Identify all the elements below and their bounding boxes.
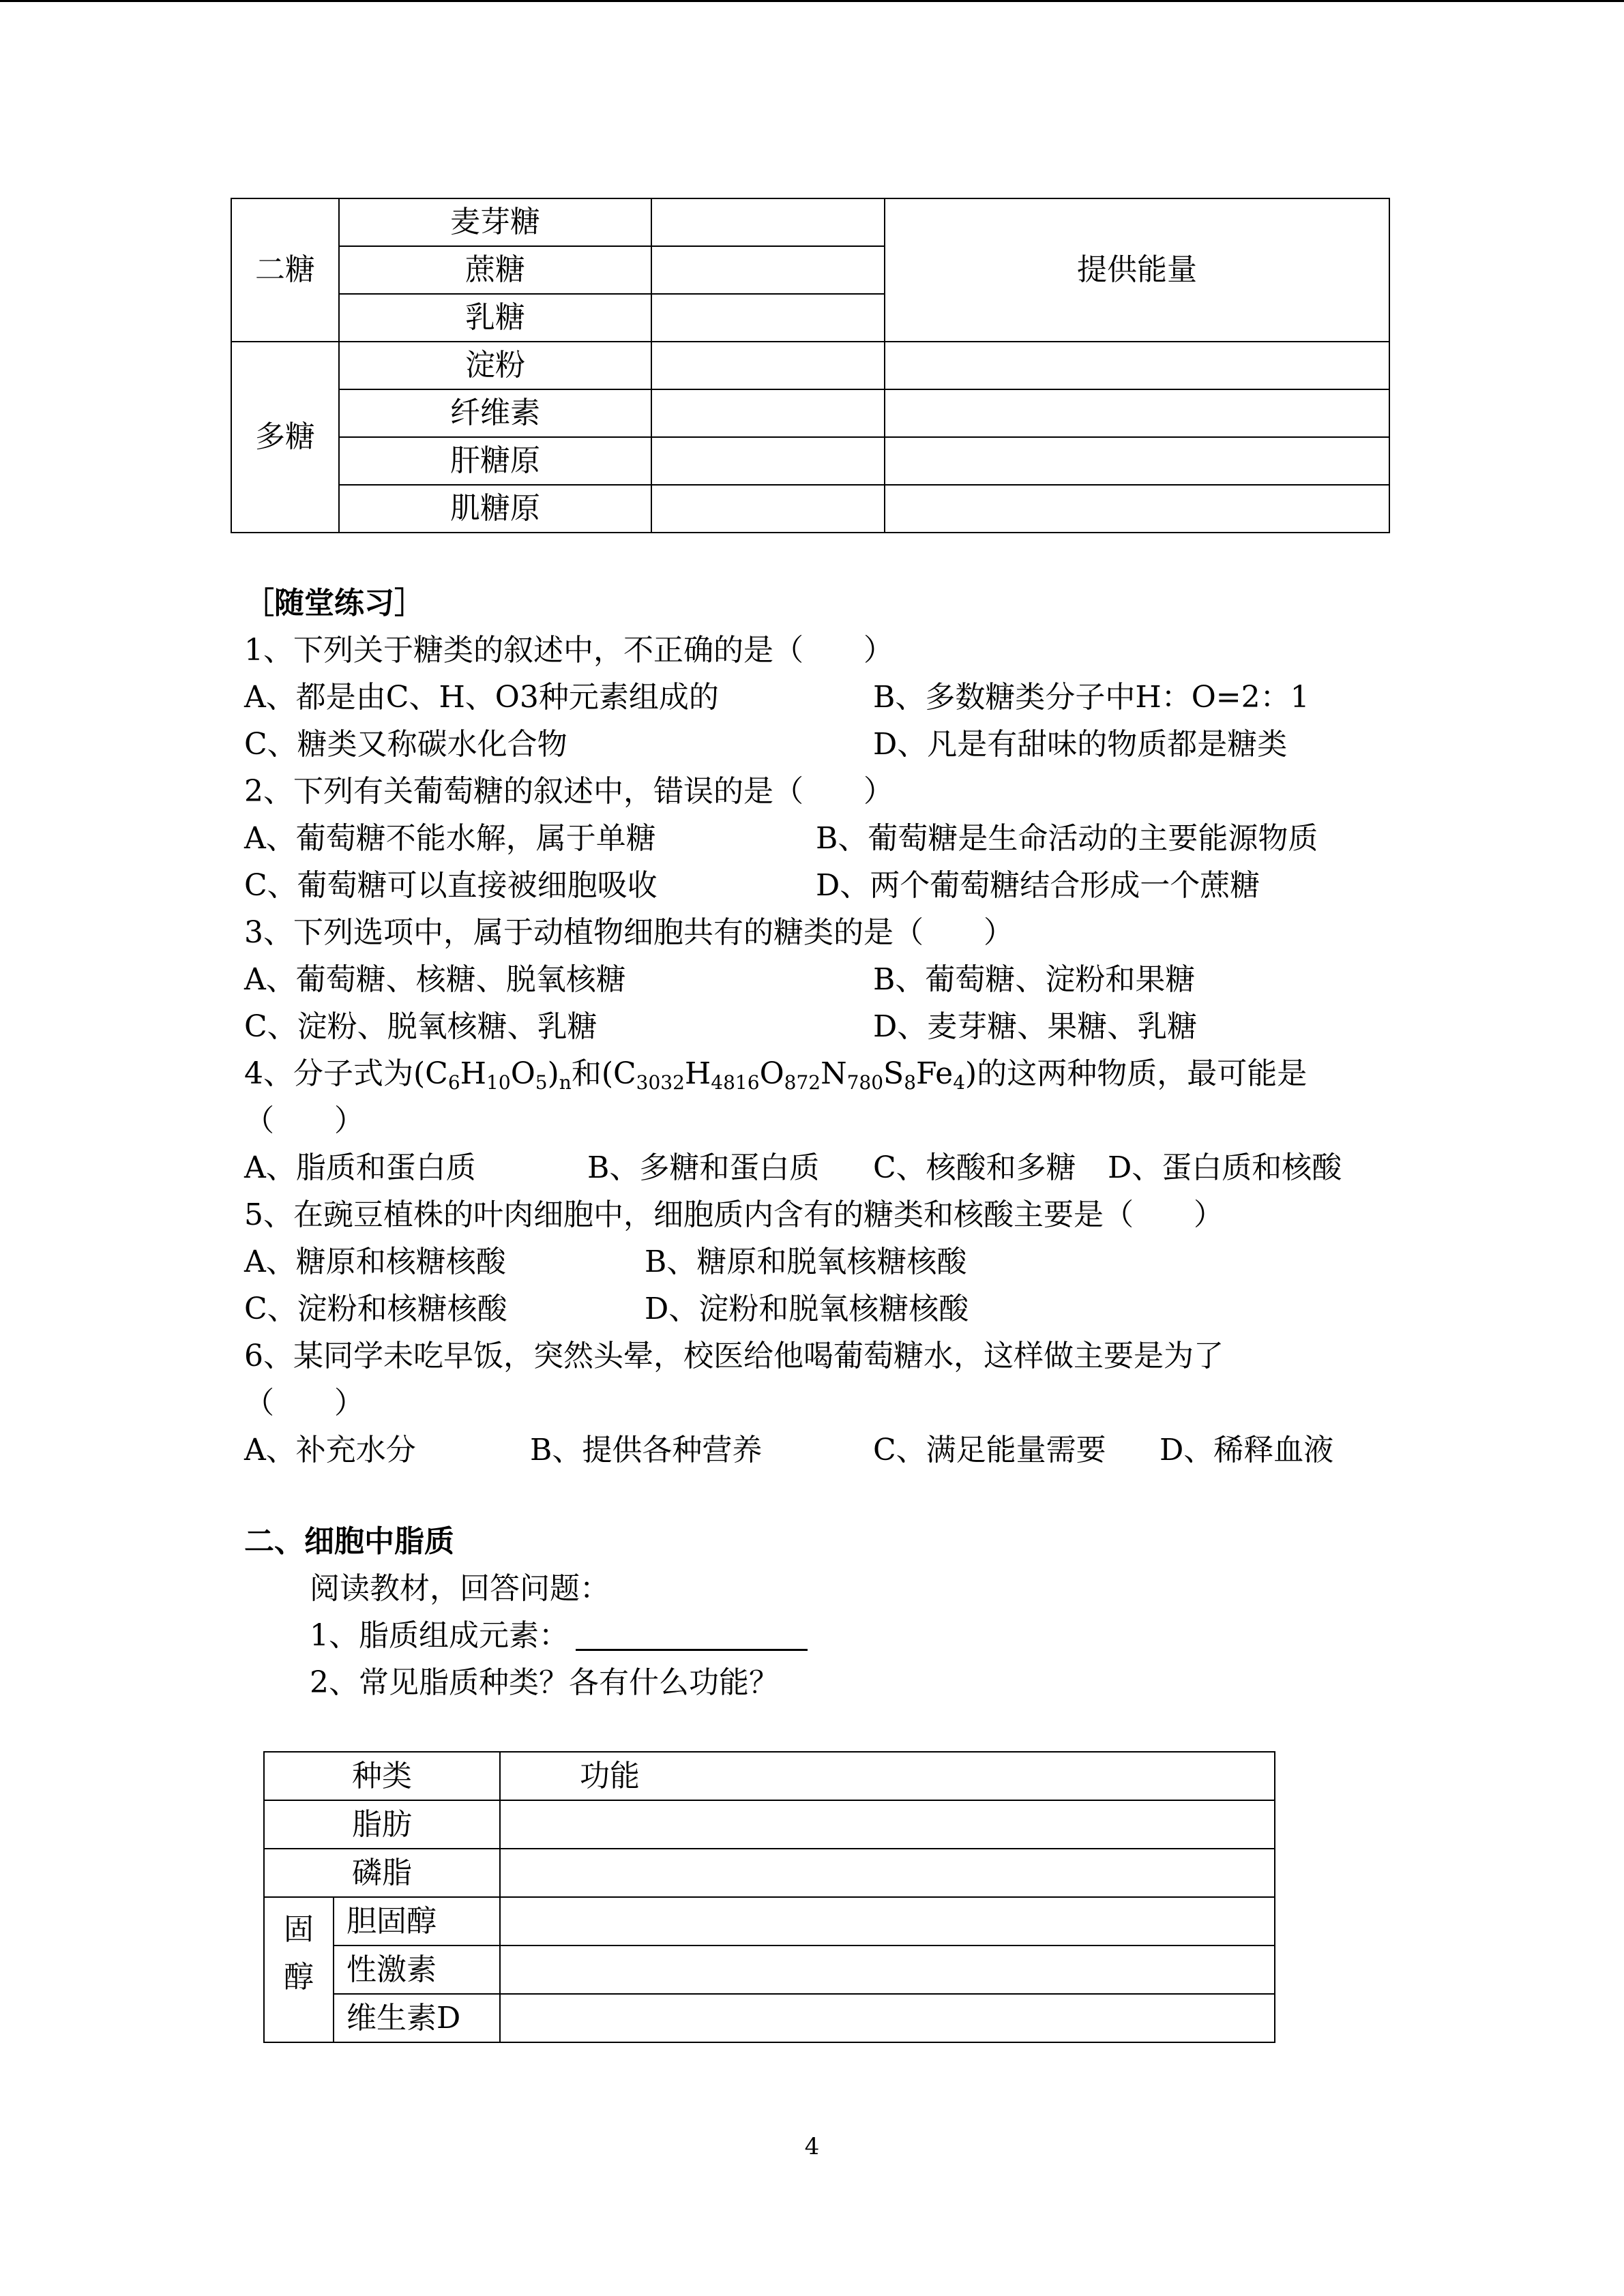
option-a: A、都是由C、H、O3种元素组成的 — [244, 680, 719, 715]
question-1-options-row-1 — [244, 674, 1404, 721]
lipid-type: 脂肪 — [264, 1800, 500, 1849]
table-row — [231, 437, 1389, 485]
lipid-type: 磷脂 — [264, 1849, 500, 1897]
question-2-options-row-1 — [244, 815, 1404, 862]
blank-cell — [651, 294, 885, 342]
table-row — [264, 1800, 1275, 1849]
option-c: C、糖类又称碳水化合物 — [244, 727, 567, 762]
option-a: A、糖原和核糖核酸 — [244, 1244, 506, 1279]
option-c: C、满足能量需要 — [873, 1433, 1106, 1467]
sugar-name: 肝糖原 — [339, 437, 651, 485]
group-label: 多糖 — [231, 342, 339, 533]
question-4-stem: 4、分子式为$(C_6H_{10}O_5)_n$和$(C_{3032}H_{4816}O_{872}N_{780}S_8Fe_4)$的这两种物质，最可能是 — [244, 1056, 1308, 1094]
option-c: C、葡萄糖可以直接被细胞吸收 — [244, 868, 658, 903]
blank-cell — [651, 246, 885, 294]
question-3-options-row-2 — [244, 1003, 1404, 1050]
option-d: D、两个葡萄糖结合形成一个蔗糖 — [816, 868, 1260, 903]
function-cell — [500, 1945, 1275, 1994]
question-3-options-row-1 — [244, 956, 1404, 1003]
option-c: C、淀粉和核糖核酸 — [244, 1292, 507, 1326]
option-a: A、脂质和蛋白质 — [244, 1150, 476, 1185]
blank-cell — [651, 342, 885, 389]
table-row — [231, 389, 1389, 437]
option-b: B、葡萄糖是生命活动的主要能源物质 — [816, 821, 1318, 856]
sugar-table — [231, 198, 1390, 533]
option-b: B、提供各种营养 — [530, 1433, 763, 1467]
formula-polysaccharide: $(C_6H_{10}O_5)_n$ — [413, 1056, 572, 1094]
option-c: C、淀粉、脱氧核糖、乳糖 — [244, 1009, 597, 1044]
table-row — [231, 198, 1389, 246]
question-4-options — [244, 1144, 1404, 1191]
function-cell — [885, 485, 1389, 533]
function-cell — [885, 389, 1389, 437]
table-row — [231, 342, 1389, 389]
sterol-type: 性激素 — [334, 1945, 500, 1994]
option-c: C、核酸和多糖 — [873, 1150, 1076, 1185]
question-2-stem: 2、下列有关葡萄糖的叙述中，错误的是（ ） — [244, 774, 894, 809]
group-label: 二糖 — [231, 198, 339, 342]
table-row — [264, 1994, 1275, 2042]
option-a: A、葡萄糖、核糖、脱氧核糖 — [244, 962, 626, 997]
question-1-options-row-2 — [244, 721, 1404, 768]
lipid-heading: 二、细胞中脂质 — [244, 1524, 454, 1559]
sterol-type: 胆固醇 — [334, 1897, 500, 1945]
sugar-name: 蔗糖 — [339, 246, 651, 294]
table-row — [231, 485, 1389, 533]
question-5-stem: 5、在豌豆植株的叶肉细胞中，细胞质内含有的糖类和核酸主要是（ ） — [244, 1197, 1224, 1232]
sterol-type: 维生素D — [334, 1994, 500, 2042]
page-number: 4 — [804, 2133, 820, 2160]
option-d: D、凡是有甜味的物质都是糖类 — [873, 727, 1288, 762]
option-b: B、多糖和蛋白质 — [587, 1150, 820, 1185]
table-row — [264, 1897, 1275, 1945]
sugar-name: 乳糖 — [339, 294, 651, 342]
practice-title: ［随堂练习］ — [244, 586, 424, 621]
formula-protein: $(C_{3032}H_{4816}O_{872}N_{780}S_8Fe_4)$ — [601, 1056, 977, 1094]
sugar-name: 肌糖原 — [339, 485, 651, 533]
option-a: A、葡萄糖不能水解，属于单糖 — [244, 821, 656, 856]
lipid-table — [263, 1751, 1275, 2043]
page-top-border — [0, 0, 1624, 2]
option-b: B、多数糖类分子中H：O=2：1 — [873, 680, 1310, 715]
question-4-stem-cont: （ ） — [244, 1103, 364, 1138]
question-6-stem: 6、某同学未吃早饭，突然头晕，校医给他喝葡萄糖水，这样做主要是为了 — [244, 1339, 1224, 1373]
blank-cell — [651, 389, 885, 437]
blank-cell — [651, 485, 885, 533]
option-d: D、淀粉和脱氧核糖核酸 — [645, 1292, 969, 1326]
lipid-question-1: 1、脂质组成元素： — [310, 1612, 808, 1659]
table-row — [264, 1945, 1275, 1994]
blank-cell — [651, 437, 885, 485]
question-6-options — [244, 1427, 1404, 1474]
option-d: D、蛋白质和核酸 — [1108, 1150, 1342, 1185]
function-cell: 提供能量 — [885, 198, 1389, 342]
sterol-label: 固 醇 — [264, 1897, 334, 2042]
function-cell — [885, 437, 1389, 485]
option-b: B、葡萄糖、淀粉和果糖 — [873, 962, 1196, 997]
header-function: 功能 — [500, 1752, 1275, 1800]
function-cell — [500, 1897, 1275, 1945]
function-cell — [500, 1849, 1275, 1897]
question-3-stem: 3、下列选项中，属于动植物细胞共有的糖类的是（ ） — [244, 915, 1014, 950]
table-row — [264, 1849, 1275, 1897]
question-2-options-row-2 — [244, 862, 1404, 909]
function-cell — [500, 1800, 1275, 1849]
question-6-stem-cont: （ ） — [244, 1386, 364, 1420]
lipid-intro: 阅读教材，回答问题： — [310, 1571, 610, 1606]
answer-blank[interactable] — [576, 1619, 808, 1651]
table-header-row — [264, 1752, 1275, 1800]
option-a: A、补充水分 — [244, 1433, 416, 1467]
header-type: 种类 — [264, 1752, 500, 1800]
option-b: B、糖原和脱氧核糖核酸 — [645, 1244, 967, 1279]
question-5-options-row-1 — [244, 1238, 1404, 1285]
function-cell — [885, 342, 1389, 389]
question-5-options-row-2 — [244, 1285, 1404, 1332]
question-1-stem: 1、下列关于糖类的叙述中，不正确的是（ ） — [244, 633, 894, 668]
sugar-name: 纤维素 — [339, 389, 651, 437]
lipid-question-2: 2、常见脂质种类？各有什么功能？ — [310, 1665, 779, 1700]
option-d: D、稀释血液 — [1160, 1433, 1334, 1467]
sugar-name: 麦芽糖 — [339, 198, 651, 246]
blank-cell — [651, 198, 885, 246]
sugar-name: 淀粉 — [339, 342, 651, 389]
function-cell — [500, 1994, 1275, 2042]
option-d: D、麦芽糖、果糖、乳糖 — [873, 1009, 1198, 1044]
